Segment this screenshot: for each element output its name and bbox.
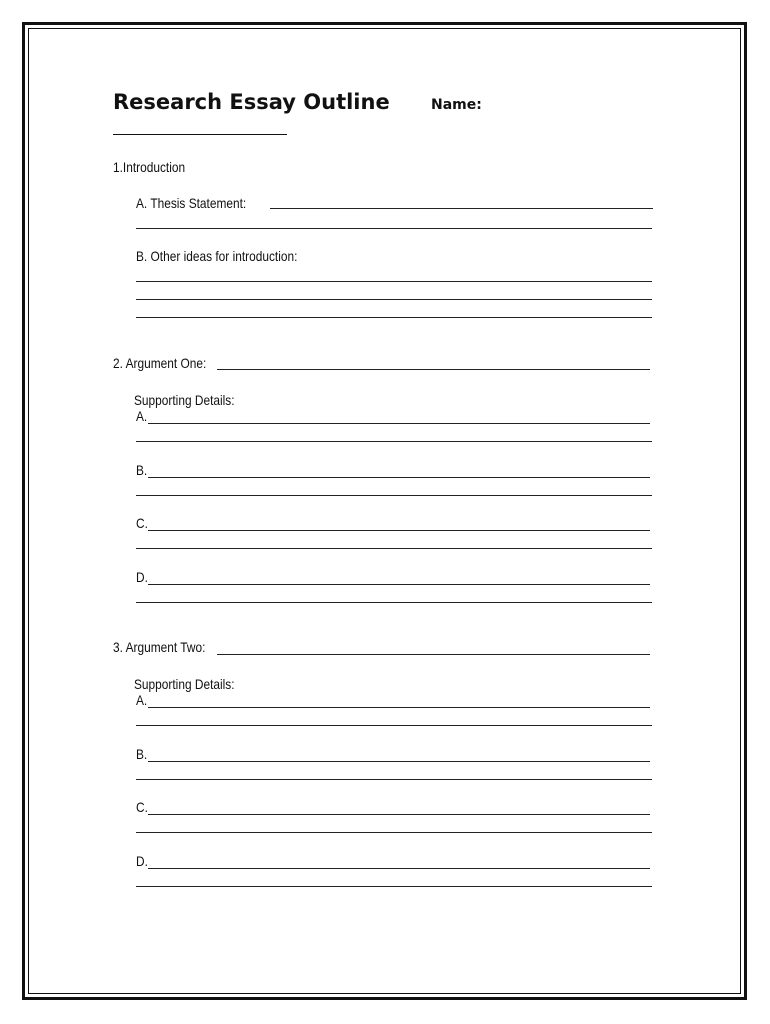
detail-blank-line[interactable] (148, 423, 650, 424)
detail-label-b: B. (136, 462, 148, 478)
detail-blank-line[interactable] (148, 584, 650, 585)
detail-label-c: C. (136, 799, 148, 815)
thesis-statement-label: A. Thesis Statement: (136, 195, 247, 211)
name-blank-line[interactable] (113, 134, 287, 135)
name-label: Name: (431, 97, 482, 113)
detail-label-d: D. (136, 853, 148, 869)
detail-blank-line[interactable] (136, 602, 652, 603)
intro-blank-line[interactable] (136, 317, 652, 318)
supporting-details-label: Supporting Details: (134, 676, 235, 692)
other-ideas-label: B. Other ideas for introduction: (136, 248, 298, 264)
detail-label-d: D. (136, 569, 148, 585)
detail-blank-line[interactable] (148, 530, 650, 531)
detail-label-b: B. (136, 746, 148, 762)
detail-label-a: A. (136, 408, 148, 424)
detail-label-c: C. (136, 515, 148, 531)
detail-blank-line[interactable] (136, 725, 652, 726)
detail-blank-line[interactable] (136, 548, 652, 549)
detail-blank-line[interactable] (136, 832, 652, 833)
detail-blank-line[interactable] (136, 886, 652, 887)
argument-one-blank-line[interactable] (217, 369, 650, 370)
thesis-blank-line[interactable] (136, 228, 652, 229)
argument-two-heading: 3. Argument Two: (113, 639, 206, 655)
detail-label-a: A. (136, 692, 148, 708)
argument-one-heading: 2. Argument One: (113, 355, 207, 371)
detail-blank-line[interactable] (148, 477, 650, 478)
supporting-details-label: Supporting Details: (134, 392, 235, 408)
intro-blank-line[interactable] (136, 281, 652, 282)
section-introduction-heading: 1.Introduction (113, 159, 186, 175)
argument-two-blank-line[interactable] (217, 654, 650, 655)
detail-blank-line[interactable] (136, 495, 652, 496)
detail-blank-line[interactable] (148, 868, 650, 869)
intro-blank-line[interactable] (136, 299, 652, 300)
document-title: Research Essay Outline (113, 90, 390, 114)
detail-blank-line[interactable] (136, 779, 652, 780)
detail-blank-line[interactable] (148, 814, 650, 815)
detail-blank-line[interactable] (148, 761, 650, 762)
detail-blank-line[interactable] (148, 707, 650, 708)
thesis-blank-line[interactable] (270, 208, 653, 209)
detail-blank-line[interactable] (136, 441, 652, 442)
